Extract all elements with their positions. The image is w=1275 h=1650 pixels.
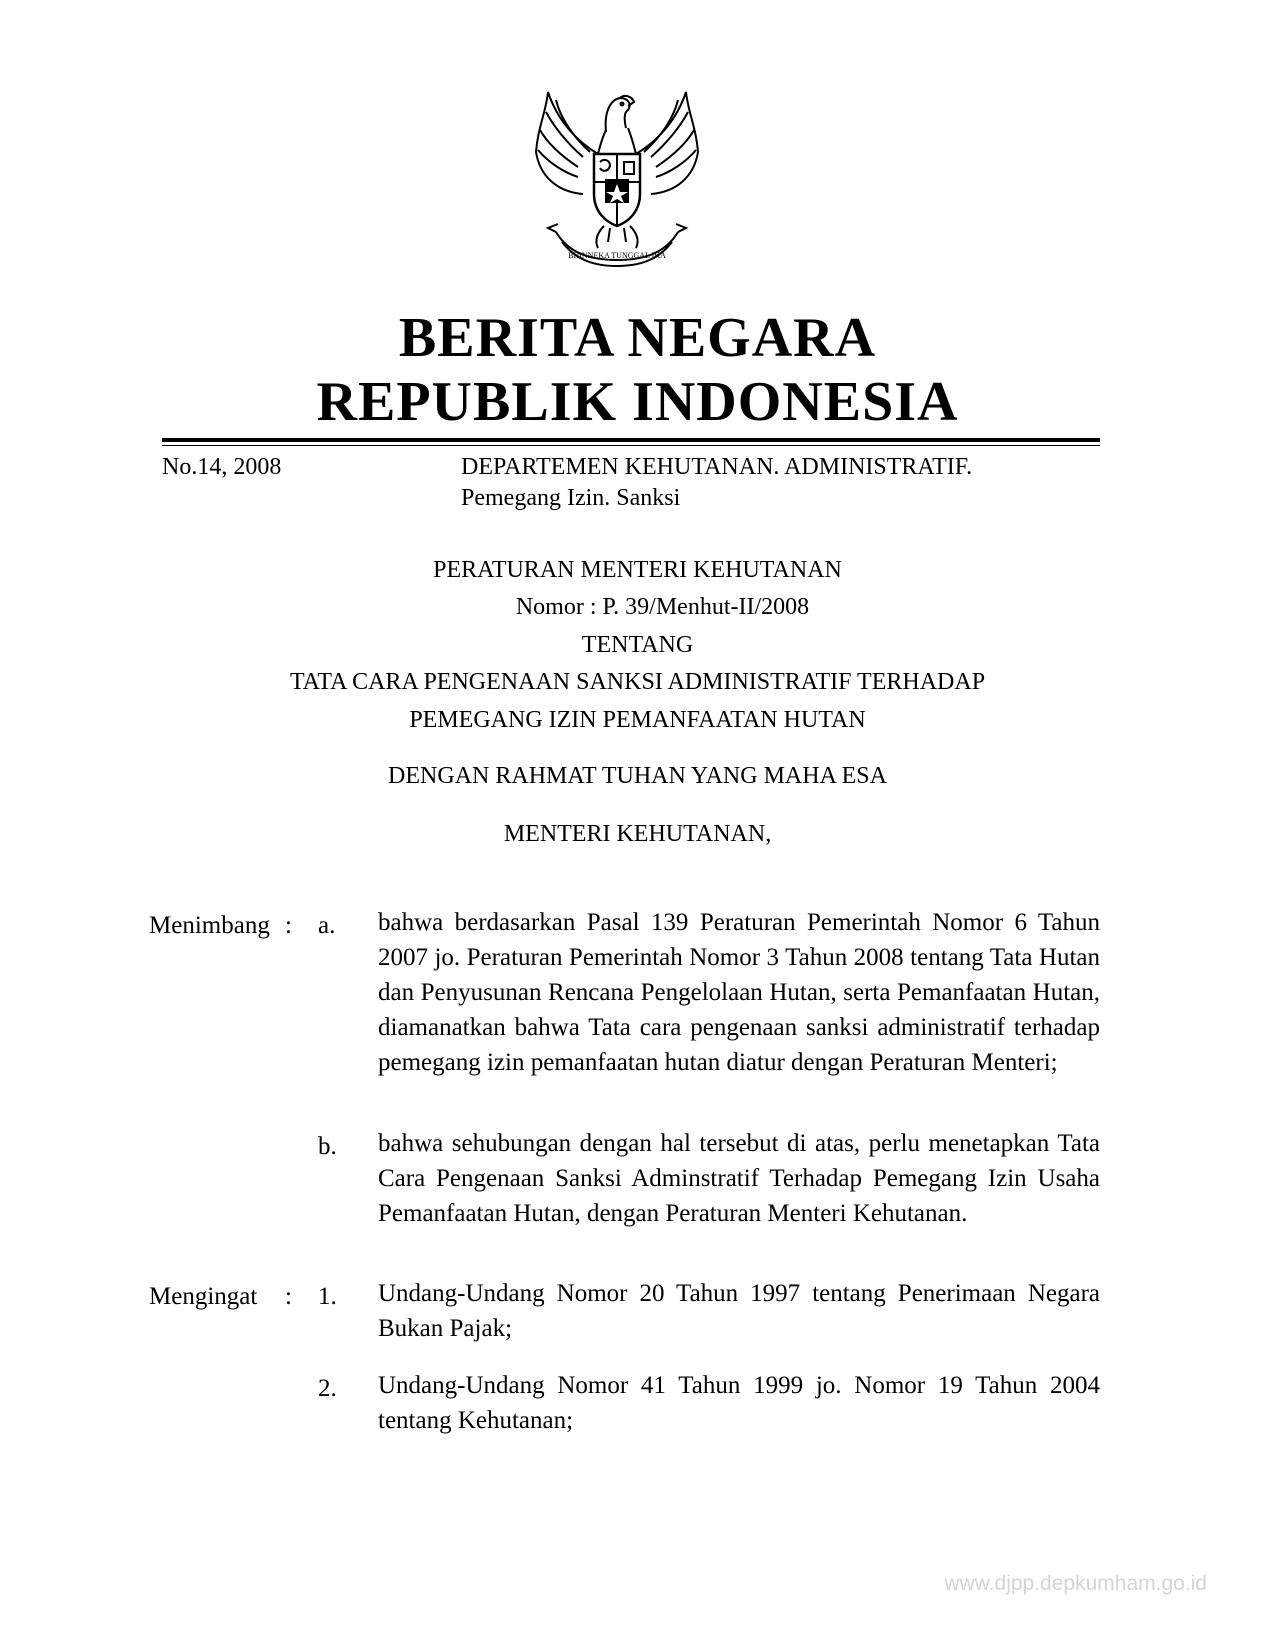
menimbang-colon: : [285,912,292,939]
mengingat-marker-1: 1. [318,1283,337,1310]
mengingat-marker-2: 2. [318,1375,337,1402]
regulation-title-line2: PEMEGANG IZIN PEMANFAATAN HUTAN [409,707,866,733]
menimbang-label: Menimbang [149,912,270,939]
menimbang-item-a: bahwa berdasarkan Pasal 139 Peraturan Pemerintah Nomor 6 Tahun 2007 jo. Peraturan Pemerintah Nomor 3 Tahun 2008 tentang Tata Hutan dan Penyusunan Rencana Pengelolaan Hutan, serta Pemanfaatan Hutan, diamanatkan bahwa Tata cara pengenaan sanksi administratif terhadap pemegang izin pemanfaatan hutan diatur dengan Peraturan Menteri; [378,909,1100,1076]
gazette-number: No.14, 2008 [162,454,282,480]
gazette-subject-2: Pemegang Izin. Sanksi [461,485,681,511]
masthead-subtitle: REPUBLIK INDONESIA [316,371,959,433]
mengingat-label: Mengingat [149,1283,258,1310]
regulation-type: PERATURAN MENTERI KEHUTANAN [433,557,842,583]
menimbang-item-b: bahwa sehubungan dengan hal tersebut di atas, perlu menetapkan Tata Cara Pengenaan Sanksi Adminstratif Terhadap Pemegang Izin Usaha Pemanfaatan Hutan, dengan Peraturan Menteri Kehutanan. [378,1130,1100,1227]
regulation-title-line1: TATA CARA PENGENAAN SANKSI ADMINISTRATIF TERHADAP [289,669,986,695]
regulation-tentang: TENTANG [581,632,694,658]
garuda-emblem-icon [528,82,706,268]
regulation-number: Nomor : P. 39/Menhut-II/2008 [515,594,810,620]
mengingat-colon: : [285,1283,292,1310]
regulation-authority: MENTERI KEHUTANAN, [503,821,772,847]
masthead-rule-thin [162,445,1100,446]
mengingat-item-1: Undang-Undang Nomor 20 Tahun 1997 tentang Penerimaan Negara Bukan Pajak; [378,1280,1100,1342]
mengingat-item-2: Undang-Undang Nomor 41 Tahun 1999 jo. Nomor 19 Tahun 2004 tentang Kehutanan; [378,1372,1100,1434]
gazette-subject: DEPARTEMEN KEHUTANAN. ADMINISTRATIF. [461,454,973,480]
menimbang-marker-b: b. [318,1133,337,1160]
masthead-rule [162,438,1100,442]
masthead-title: BERITA NEGARA [398,307,877,369]
svg-text:BHINNEKA TUNGGAL IKA: BHINNEKA TUNGGAL IKA [568,251,666,260]
website-watermark: www.djpp.depkumham.go.id [944,1572,1207,1595]
regulation-preamble: DENGAN RAHMAT TUHAN YANG MAHA ESA [388,763,887,789]
menimbang-marker-a: a. [318,912,336,939]
